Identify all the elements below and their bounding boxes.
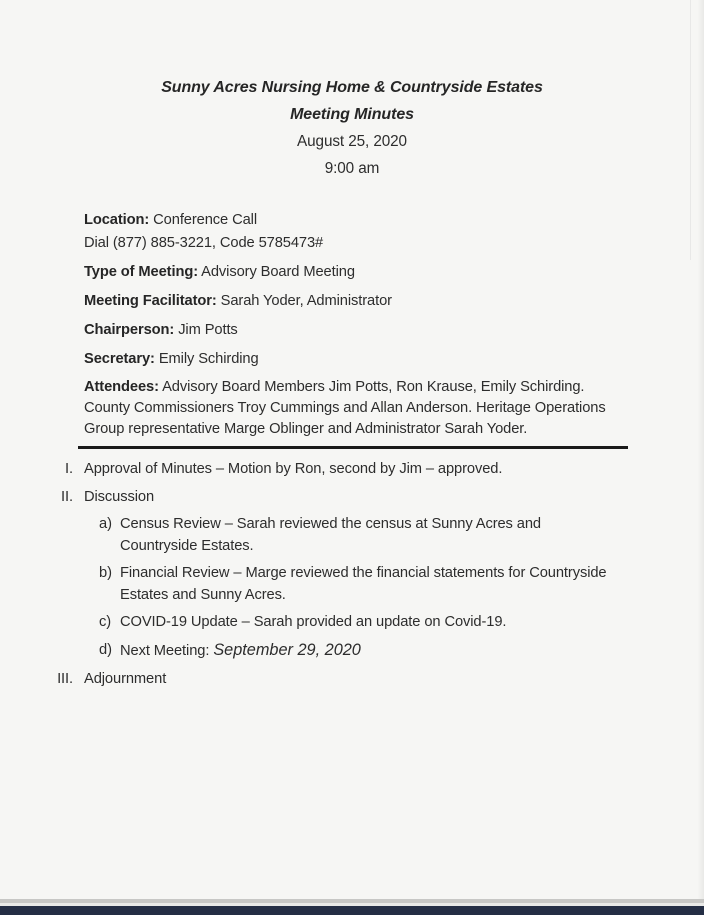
agenda-item-approval-of-minutes (0, 458, 704, 480)
agenda-item-text: Approval of Minutes – Motion by Ron, second by Jim – approved. (84, 461, 503, 477)
facilitator-label: Meeting Facilitator: (84, 293, 217, 309)
agenda-item-text: Adjournment (84, 671, 167, 687)
subitem-text (120, 640, 622, 663)
facilitator-value: Sarah Yoder, Administrator (220, 293, 392, 309)
subitem-text: Census Review – Sarah reviewed the census at Sunny Acres and Countryside Estates. (120, 516, 541, 554)
agenda-list (0, 458, 704, 690)
detail-meeting-type (84, 261, 628, 284)
location-label: Location: (84, 212, 150, 228)
detail-location (84, 209, 628, 255)
paper-seam-artifact (690, 0, 691, 260)
agenda-numeral: I. (65, 461, 73, 477)
secretary-value: Emily Schirding (158, 351, 259, 367)
attendees-label: Attendees: (84, 379, 159, 395)
detail-secretary (84, 348, 628, 371)
meeting-details (0, 209, 704, 449)
discussion-subitem-financial-review (99, 563, 704, 606)
document-subtitle: Meeting Minutes (290, 106, 414, 123)
meeting-type-label: Type of Meeting: (84, 264, 198, 280)
detail-attendees (84, 377, 628, 440)
dial-in-info: Dial (877) 885-3221, Code 5785473# (84, 235, 324, 251)
chairperson-value: Jim Potts (178, 322, 238, 338)
agenda-item-text: Discussion (84, 489, 155, 505)
detail-chairperson (84, 319, 628, 342)
next-meeting-label: Next Meeting: (120, 642, 210, 659)
subitem-letter: d) (99, 641, 112, 658)
meeting-type-value: Advisory Board Meeting (201, 264, 355, 280)
next-meeting-date: September 29, 2020 (213, 640, 361, 659)
subitem-letter: b) (99, 565, 112, 581)
discussion-subitem-covid19-update (99, 612, 704, 634)
attendees-value: Advisory Board Members Jim Potts, Ron Krause, Emily Schirding. County Commissioners Troy Cummings and Allan Anderson. Heritage Operations Group representative Marge Oblinger and Administrator Sarah Yoder. (84, 379, 606, 437)
agenda-numeral: II. (61, 489, 73, 505)
paper-right-edge-shadow (697, 0, 704, 915)
subitem-letter: c) (99, 614, 112, 630)
subitem-text: Financial Review – Marge reviewed the financial statements for Countryside Estates and Sunny Acres. (120, 565, 607, 603)
subitem-letter: a) (99, 516, 112, 532)
scan-bottom-navy-band (0, 906, 704, 915)
document-header (0, 0, 704, 182)
chairperson-label: Chairperson: (84, 322, 175, 338)
document-title: Sunny Acres Nursing Home & Countryside Estates (161, 79, 543, 96)
detail-facilitator (84, 290, 628, 313)
meeting-date: August 25, 2020 (297, 133, 407, 150)
subitem-text: COVID-19 Update – Sarah provided an update on Covid-19. (120, 614, 507, 630)
agenda-item-adjournment (0, 668, 704, 690)
agenda-item-discussion (0, 486, 704, 508)
meeting-time: 9:00 am (324, 160, 380, 177)
agenda-numeral: III. (57, 671, 73, 687)
secretary-label: Secretary: (84, 351, 155, 367)
discussion-subitem-census-review (99, 514, 704, 557)
location-value: Conference Call (153, 212, 257, 228)
attendees-divider (78, 446, 628, 449)
discussion-subitem-next-meeting (99, 640, 704, 663)
